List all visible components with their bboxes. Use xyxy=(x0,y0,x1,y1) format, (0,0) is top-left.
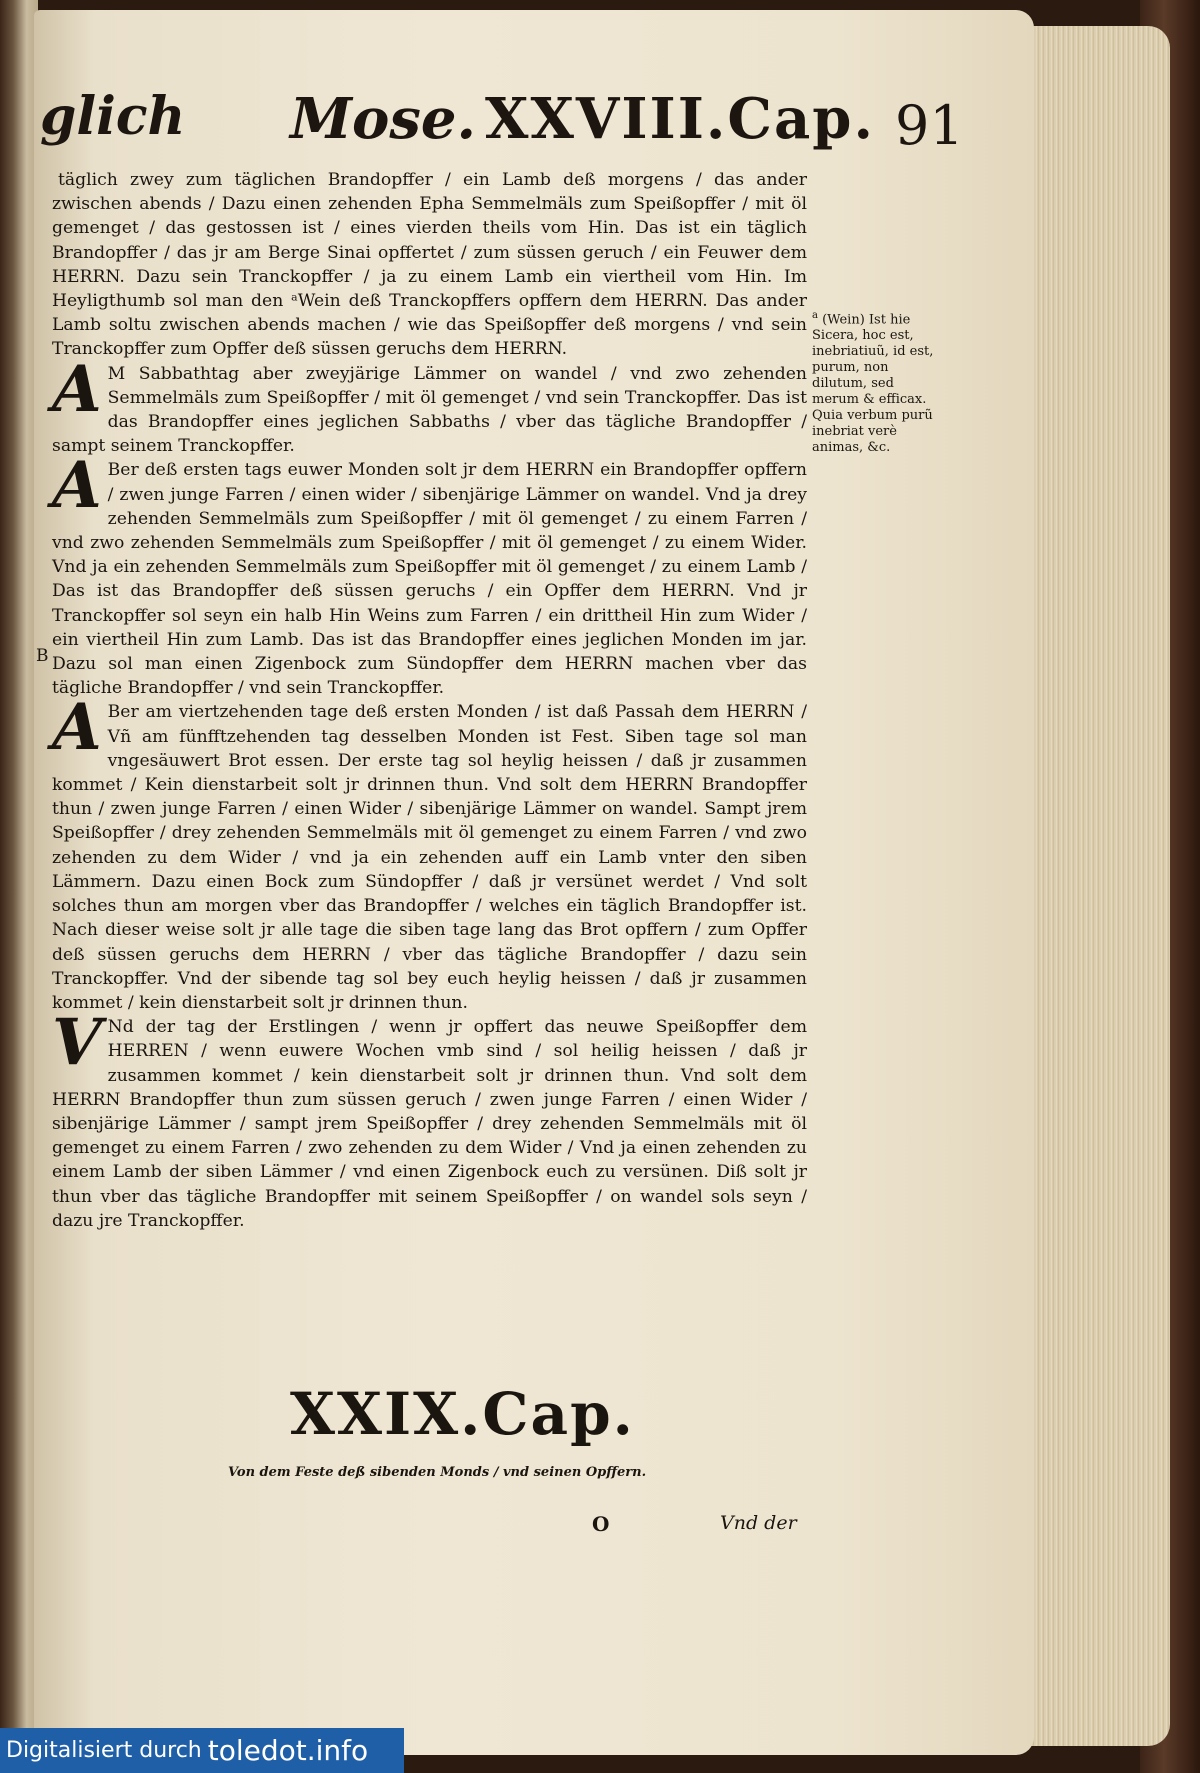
paragraph-text: M Sabbathtag aber zweyjärige Lämmer on wandel / vnd zwo zehenden Semmelmäls zum Speißopffer / mit öl gemenget / vnd sein Tranckopffer. Das ist das Brandopffer eines jeglichen Sabbaths / vber das tägliche Brandopffer / sampt seinem Tranckopffer. xyxy=(52,363,807,457)
drop-initial: V xyxy=(52,1005,102,1081)
page-fore-edge xyxy=(1020,26,1170,1746)
digitization-credit[interactable] xyxy=(0,1728,404,1773)
gloss-mark: a xyxy=(812,310,818,321)
paragraph-text: Nd der tag der Erstlingen / wenn jr opffert das neuwe Speißopffer dem HERREN / wenn euwere Wochen vmb sind / sol heilig heissen / daß jr zusammen kommet / kein dienstarbeit solt jr drinnen thun. Vnd solt dem HERRN Brandopffer thun zum süssen geruch / zwen junge Farren / einen Wider / sibenjärige Lämmer / sampt jrem Speißopffer / drey zehenden Semmelmäls mit öl gemenget zu einem Farren / zwo zehenden zu dem Wider / Vnd ja einen zehenden zu einem Lamb der siben Lämmer / vnd einen Zigenbock euch zu versünen. Diß solt jr thun vber das tägliche Brandopffer mit seinem Speißopffer / on wandel sols seyn / dazu jre Tranckopffer. xyxy=(52,1017,807,1231)
paragraph xyxy=(52,690,807,1015)
running-head-chapter: XXVIII.Cap. xyxy=(485,86,875,152)
paragraph xyxy=(52,351,807,459)
paragraph-text: Ber deß ersten tags euwer Monden solt jr dem HERRN ein Brandopffer opffern / zwen junge Farren / einen wider / sibenjärige Lämmer on wandel. Vnd ja drey zehenden Semmelmäls zum Speißopffer / mit öl gemenget / zu einem Farren / vnd zwo zehenden Semmelmäls zum Speißopffer / mit öl gemenget / zu einem Wider. Vnd ja ein zehenden Semmelmäls zum Speißopffer mit öl gemenget / zu einem Lamb / Das ist das Brandopffer deß süssen geruchs / ein Opffer dem HERRN. Vnd jr Tranckopffer sol seyn ein halb Hin Weins zum Farren / ein drittheil Hin zum Wider / ein viertheil Hin zum Lamb. Das ist das Brandopffer eines jeglichen Monden im jar. Dazu sol man einen Zigenbock zum Sündopffer dem HERRN machen vber das tägliche Brandopffer / vnd sein Tranckopffer. xyxy=(52,460,807,699)
signature-mark: O xyxy=(592,1512,610,1536)
chapter-heading: XXIX.Cap. xyxy=(290,1380,635,1448)
previous-page-edge xyxy=(0,0,38,1773)
folio-number: 91 xyxy=(895,94,964,157)
margin-gloss xyxy=(812,308,936,456)
chapter-summary: Von dem Feste deß sibenden Monds / vnd seinen Opffern. xyxy=(228,1465,647,1480)
body-text xyxy=(52,168,807,1233)
running-head-fragment: glich xyxy=(40,86,186,147)
section-letter: B xyxy=(36,646,49,666)
credit-prefix: Digitalisiert durch xyxy=(6,1738,202,1763)
drop-initial: A xyxy=(52,351,102,427)
paragraph xyxy=(52,168,807,362)
drop-initial: A xyxy=(52,690,102,766)
catchword: Vnd der xyxy=(720,1512,797,1534)
running-head xyxy=(40,86,1000,166)
paragraph xyxy=(52,448,807,700)
paragraph xyxy=(52,1005,807,1233)
credit-site-link[interactable]: toledot.info xyxy=(207,1734,369,1767)
gloss-text: (Wein) Ist hie Sicera, hoc est, inebriatiuũ, id est, purum, non dilutum, sed merum & efficax. Quia verbum purũ inebriat verè animas, &c. xyxy=(812,312,934,456)
drop-initial: A xyxy=(52,448,102,524)
running-head-book: Mose. xyxy=(290,86,476,152)
paragraph-text: Ber am viertzehenden tage deß ersten Monden / ist daß Passah dem HERRN / Vñ am fünfftzehenden tag desselben Monden ist Fest. Siben tage sol man vngesäuwert Brot essen. Der erste tag sol heylig heissen / daß jr zusammen kommet / Kein dienstarbeit solt jr drinnen thun. Vnd solt dem HERRN Brandopffer thun / zwen junge Farren / einen Wider / sibenjärige Lämmer on wandel. Sampt jrem Speißopffer / drey zehenden Semmelmäls mit öl gemenget zu einem Farren / vnd zwo zehenden zu dem Wider / vnd ja ein zehenden auff ein Lamb vnter den siben Lämmern. Dazu einen Bock zum Sündopffer / daß jr versünet werdet / Vnd solt solches thun am morgen vber das Brandopffer / welches ein täglich Brandopffer ist. Nach dieser weise solt jr alle tage die siben tage lang das Brot opffern / zum Opffer deß süssen geruchs dem HERRN / vber das tägliche Brandopffer / dazu sein Tranckopffer. Vnd der sibende tag sol bey euch heylig heissen / daß jr zusammen kommet / kein dienstarbeit solt jr drinnen thun. xyxy=(52,702,807,1013)
paragraph-text: täglich zwey zum täglichen Brandopffer / ein Lamb deß morgens / das ander zwischen abends / Dazu einen zehenden Epha Semmelmäls zum Speißopffer / mit öl gemenget / das gestossen ist / eines vierden theils vom Hin. Das ist ein täglich Brandopffer / das jr am Berge Sinai opffertet / zum süssen geruch / ein Feuwer dem HERRN. Dazu sein Tranckopffer / ja zu einem Lamb ein viertheil vom Hin. Im Heyligthumb sol man den ᵃWein deß Tranckopffers opffern dem HERRN. Das ander Lamb soltu zwischen abends machen / wie das Speißopffer deß morgens / vnd sein Tranckopffer zum Opffer deß süssen geruchs dem HERRN. xyxy=(52,170,807,360)
